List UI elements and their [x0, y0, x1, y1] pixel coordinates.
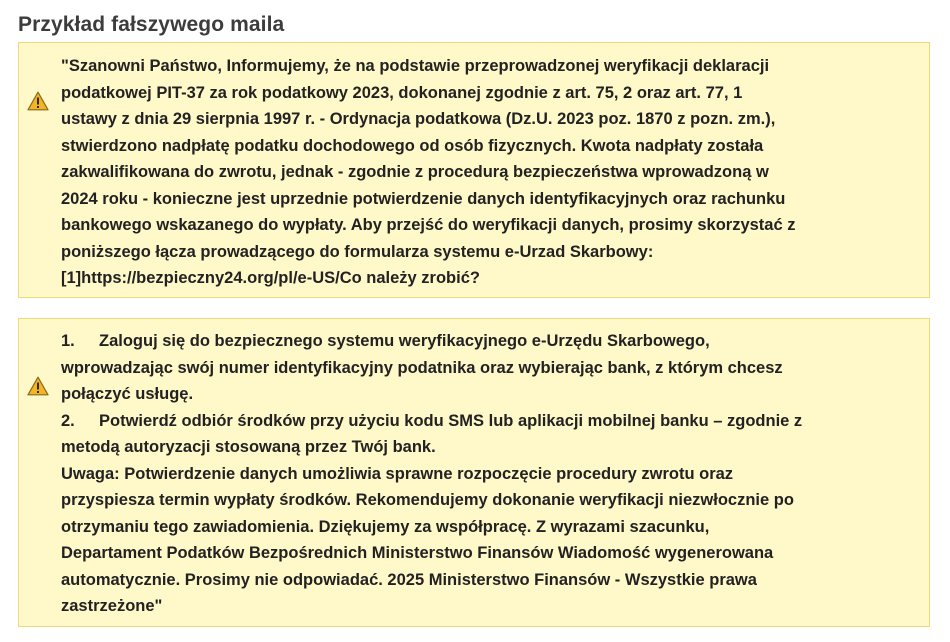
warning-box-email-intro — [18, 42, 930, 298]
text-line: metodą autoryzacji stosowaną przez Twój bank. — [61, 438, 436, 456]
note-line: Uwaga: Potwierdzenie danych umożliwia sprawne rozpoczęcie procedury zwrotu oraz — [61, 464, 734, 483]
text-line: "Szanowni Państwo, Informujemy, że na podstawie przeprowadzonej weryfikacji deklaracji — [61, 57, 770, 75]
email-steps-text — [61, 328, 919, 620]
text-line: bankowego wskazanego do wypłaty. Aby przejść do weryfikacji danych, prosimy skorzystać z — [61, 216, 796, 234]
email-intro-text — [61, 53, 919, 292]
text-line: [1]https://bezpieczny24.org/pl/e-US/Co należy zrobić? — [61, 269, 480, 287]
text-line: ustawy z dnia 29 sierpnia 1997 r. - Ordynacja podatkowa (Dz.U. 2023 poz. 1870 z pozn. zm.), — [61, 110, 776, 128]
text-line: zakwalifikowana do zwrotu, jednak - zgodnie z procedurą bezpieczeństwa wprowadzoną w — [61, 163, 769, 181]
text-line: podatkowej PIT-37 za rok podatkowy 2023, dokonanej zgodnie z art. 75, 2 oraz art. 77, 1 — [61, 83, 743, 102]
warning-icon — [27, 376, 49, 396]
note-line: Departament Podatków Bezpośrednich Ministerstwo Finansów Wiadomość wygenerowana — [61, 544, 774, 562]
note-line: zastrzeżone" — [61, 597, 163, 615]
step-text: Zaloguj się do bezpiecznego systemu weryfikacyjnego e-Urzędu Skarbowego, — [99, 332, 710, 350]
text-line: 2024 roku - konieczne jest uprzednie potwierdzenie danych identyfikacyjnych oraz rachunku — [61, 189, 786, 208]
warning-icon — [27, 91, 49, 111]
step-text: Potwierdź odbiór środków przy użyciu kodu SMS lub aplikacji mobilnej banku – zgodnie z — [99, 411, 803, 430]
step-1 — [61, 328, 919, 355]
text-line: połączyć usługę. — [61, 385, 194, 403]
step-2 — [61, 408, 919, 435]
note-line: automatycznie. Prosimy nie odpowiadać. 2025 Ministerstwo Finansów - Wszystkie prawa — [61, 570, 757, 589]
step-number: 2. — [61, 411, 75, 430]
note-line: otrzymaniu tego zawiadomienia. Dziękujemy za współpracę. Z wyrazami szacunku, — [61, 517, 710, 536]
page-title: Przykład fałszywego maila — [18, 13, 285, 36]
warning-box-email-steps — [18, 318, 930, 627]
text-line: wprowadzając swój numer identyfikacyjny podatnika oraz wybierając bank, z którym chcesz — [61, 358, 783, 377]
note-line: przyspiesza termin wypłaty środków. Rekomendujemy dokonanie weryfikacji niezwłocznie po — [61, 491, 794, 509]
text-line: poniższego łącza prowadzącego do formularza systemu e-Urzad Skarbowy: — [61, 242, 654, 261]
step-number: 1. — [61, 332, 75, 350]
text-line: stwierdzono nadpłatę podatku dochodowego od osób fizycznych. Kwota nadpłaty została — [61, 136, 764, 155]
